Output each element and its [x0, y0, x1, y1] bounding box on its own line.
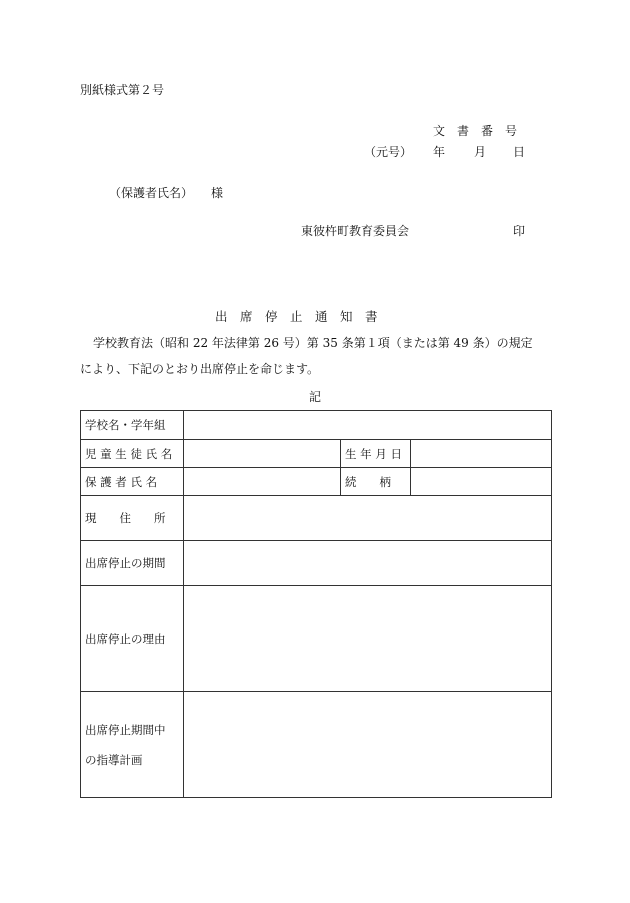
value-relationship [411, 468, 552, 496]
label-suspension-period: 出席停止の期間 [81, 541, 184, 586]
value-student-name [184, 440, 341, 468]
date-era: （元号） [364, 145, 413, 159]
ki-heading: 記 [309, 390, 322, 404]
date-day: 日 [513, 145, 526, 159]
issuer: 東彼杵町教育委員会 [301, 224, 410, 238]
body-text-line-1: 学校教育法（昭和 22 年法律第 26 号）第 35 条第１項（または第 49 条）の規定 [93, 336, 533, 350]
table-row [81, 586, 552, 692]
date-year: 年 [433, 145, 446, 159]
honorific: 様 [211, 186, 224, 200]
label-student-name: 児 童 生 徒 氏 名 [81, 440, 184, 468]
date-month: 月 [474, 145, 487, 159]
table-row [81, 440, 552, 468]
value-guidance-plan [184, 692, 552, 798]
value-school-grade [184, 411, 552, 440]
value-suspension-period [184, 541, 552, 586]
label-guidance-plan-line-2: の指導計画 [85, 752, 143, 767]
label-school-grade: 学校名・学年組 [81, 411, 184, 440]
table-row [81, 541, 552, 586]
table-row [81, 411, 552, 440]
label-birthdate: 生 年 月 日 [341, 440, 411, 468]
label-suspension-reason: 出席停止の理由 [81, 586, 184, 692]
addressee: （保護者氏名） [109, 186, 194, 200]
body-text-line-2: により、下記のとおり出席停止を命じます。 [80, 362, 320, 376]
value-address [184, 496, 552, 541]
notice-table [80, 410, 552, 798]
table-row [81, 496, 552, 541]
value-guardian-name [184, 468, 341, 496]
value-birthdate [411, 440, 552, 468]
value-suspension-reason [184, 586, 552, 692]
label-address: 現 住 所 [81, 496, 184, 541]
form-number: 別紙様式第２号 [80, 83, 165, 97]
table-row [81, 692, 552, 798]
label-guidance-plan [81, 692, 184, 798]
label-guidance-plan-line-1: 出席停止期間中 [85, 722, 166, 737]
seal-mark: 印 [513, 224, 526, 238]
table-row [81, 468, 552, 496]
label-guardian-name: 保 護 者 氏 名 [81, 468, 184, 496]
document-number-label: 文 書 番 号 [433, 124, 518, 138]
label-relationship: 続 柄 [341, 468, 411, 496]
document-title: 出 席 停 止 通 知 書 [215, 309, 378, 324]
